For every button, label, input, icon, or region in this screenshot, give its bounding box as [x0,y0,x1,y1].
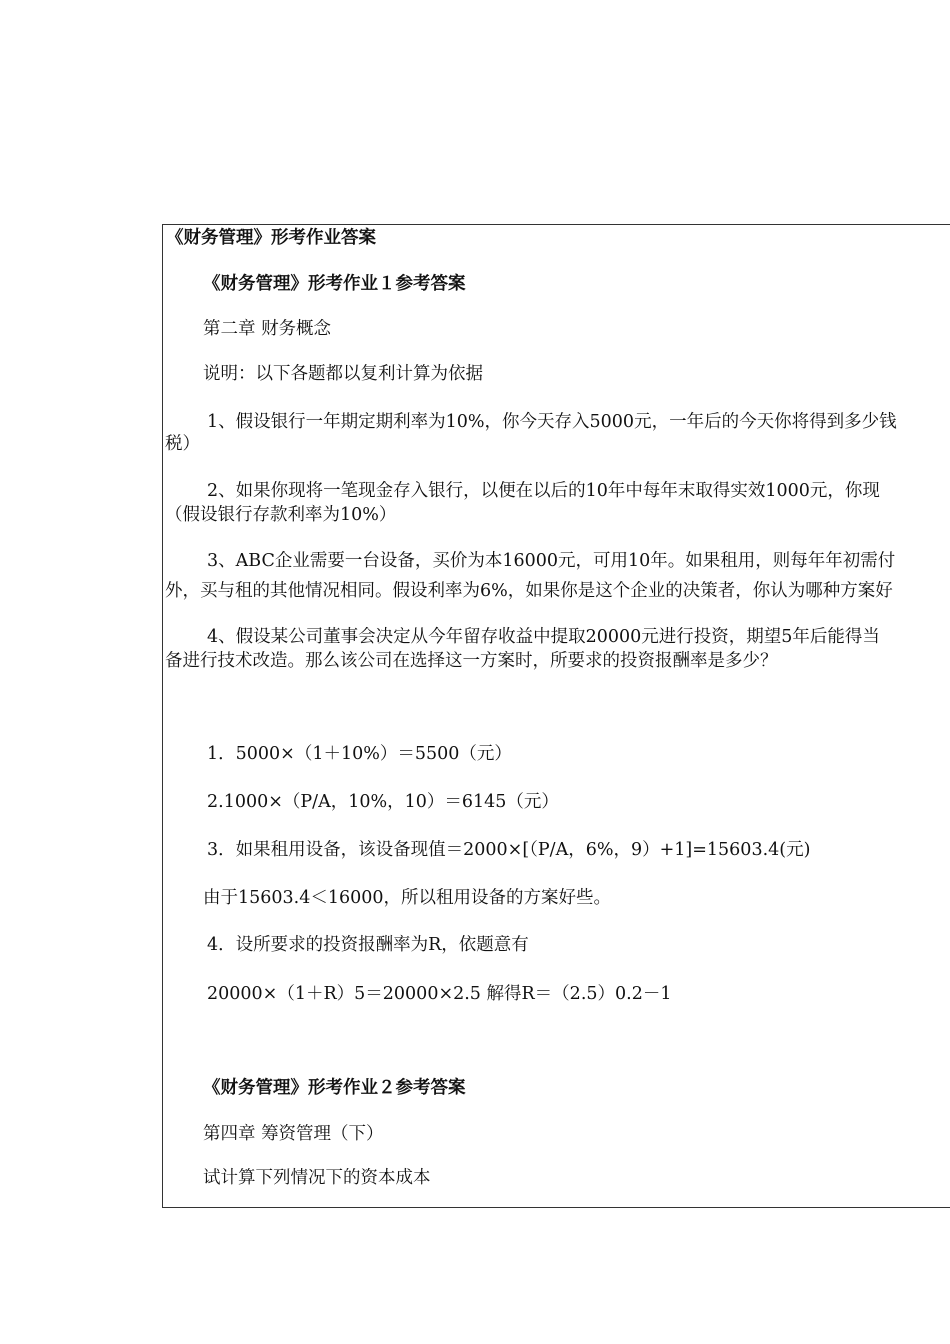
assignment2-intro: 试计算下列情况下的资本成本 [203,1168,431,1188]
assignment2-heading: 《财务管理》形考作业２参考答案 [203,1078,466,1098]
question-2-line-1: 2、如果你现将一笔现金存入银行，以便在以后的10年中每年末取得实效1000元，你现 [207,481,880,501]
question-1-line-2: 税） [165,434,200,454]
question-4-line-2: 备进行技术改造。那么该公司在选择这一方案时，所要求的投资报酬率是多少？ [165,651,778,671]
assignment1-note: 说明：以下各题都以复利计算为依据 [203,364,483,384]
answer-1: 1．5000×（1＋10%）＝5500（元） [207,744,512,764]
answer-2: 2.1000×（P/A，10%，10）＝6145（元） [207,792,559,812]
answer-3-note: 由于15603.4＜16000，所以租用设备的方案好些。 [203,888,612,908]
document-frame [162,224,950,1208]
assignment2-chapter: 第四章 筹资管理（下） [203,1124,384,1144]
question-3-line-2: 外，买与租的其他情况相同。假设利率为6%，如果你是这个企业的决策者，你认为哪种方案好 [165,581,893,601]
question-2-line-2: （假设银行存款利率为10%） [165,505,397,525]
document-title: 《财务管理》形考作业答案 [166,228,376,248]
question-1-line-1: 1、假设银行一年期定期利率为10%，你今天存入5000元，一年后的今天你将得到多少钱 [207,412,897,432]
question-3-line-1: 3、ABC企业需要一台设备，买价为本16000元，可用10年。如果租用，则每年年初需付 [207,551,896,571]
assignment1-chapter: 第二章 财务概念 [203,319,332,339]
answer-4: 4．设所要求的投资报酬率为R，依题意有 [207,935,529,955]
question-4-line-1: 4、假设某公司董事会决定从今年留存收益中提取20000元进行投资，期望5年后能得当 [207,627,880,647]
answer-3: 3．如果租用设备，该设备现值＝2000×[（P/A，6%，9）+1]=15603.4(元) [207,840,811,860]
answer-4-equation: 20000×（1＋R）5＝20000×2.5 解得R＝（2.5）0.2－1 [207,984,672,1004]
assignment1-heading: 《财务管理》形考作业１参考答案 [203,274,466,294]
